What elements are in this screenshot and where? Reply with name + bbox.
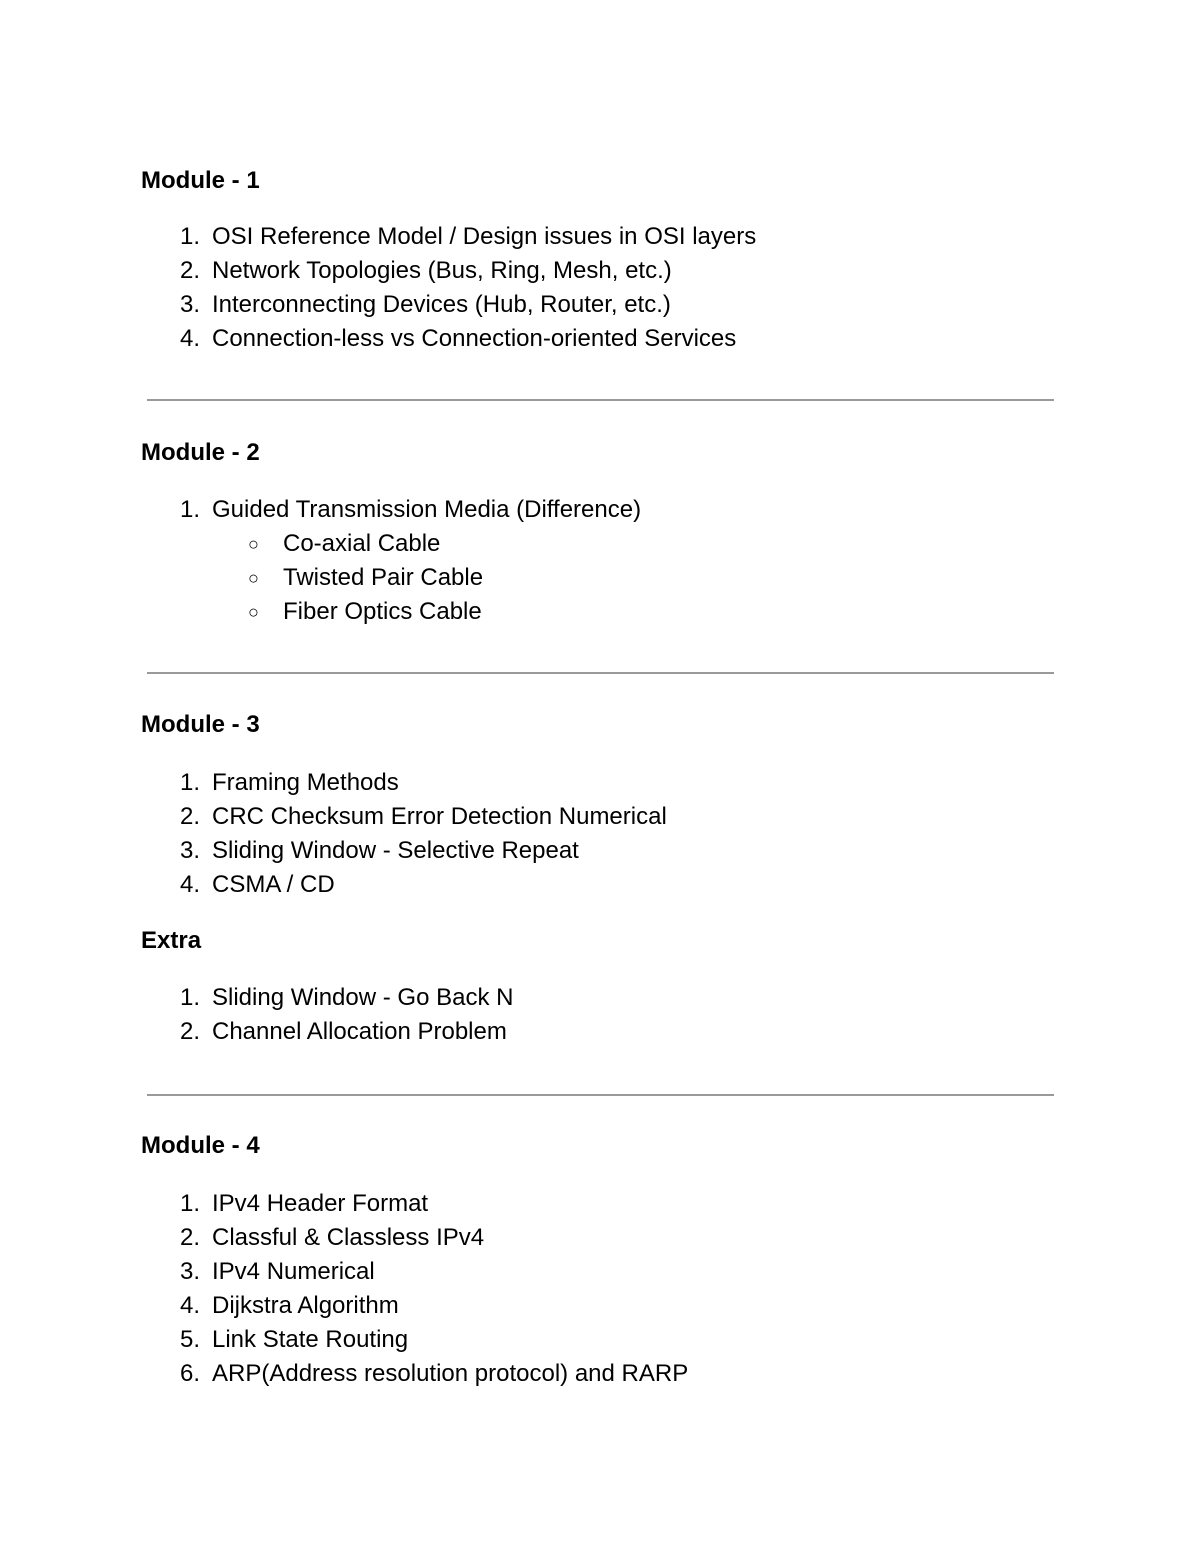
- list-item-number: 4.: [179, 1292, 200, 1319]
- list-item-number: 1.: [179, 769, 200, 796]
- list-item-number: 4.: [179, 325, 200, 352]
- list-item-number: 2.: [179, 257, 200, 284]
- list-item-number: 3.: [179, 837, 200, 864]
- list-item-text: Sliding Window - Selective Repeat: [212, 837, 579, 864]
- list-item-number: 3.: [179, 1258, 200, 1285]
- section-divider: [147, 399, 1054, 401]
- list-item-text: Interconnecting Devices (Hub, Router, etc.): [212, 291, 671, 318]
- list-item-number: 6.: [179, 1360, 200, 1387]
- module-2-heading: Module - 2: [141, 439, 260, 466]
- list-item-text: Guided Transmission Media (Difference): [212, 496, 642, 523]
- list-item-number: 1.: [179, 223, 200, 250]
- list-item-number: 1.: [179, 1190, 200, 1217]
- circle-bullet-icon: ○: [248, 534, 259, 554]
- list-item-text: CRC Checksum Error Detection Numerical: [212, 803, 667, 830]
- list-item-number: 5.: [179, 1326, 200, 1353]
- list-item-text: Dijkstra Algorithm: [212, 1292, 399, 1319]
- extra-heading: Extra: [141, 927, 202, 954]
- list-item-number: 2.: [179, 1224, 200, 1251]
- list-item-text: IPv4 Header Format: [212, 1190, 429, 1217]
- list-item-number: 1.: [179, 984, 200, 1011]
- sub-list-item-text: Fiber Optics Cable: [283, 598, 482, 625]
- list-item-text: CSMA / CD: [212, 871, 335, 898]
- module-4-heading: Module - 4: [141, 1132, 260, 1159]
- list-item-number: 3.: [179, 291, 200, 318]
- section-divider: [147, 672, 1054, 674]
- module-3-heading: Module - 3: [141, 711, 260, 738]
- list-item-text: Classful & Classless IPv4: [212, 1224, 485, 1251]
- list-item-text: OSI Reference Model / Design issues in OSI layers: [212, 223, 757, 250]
- list-item-text: ARP(Address resolution protocol) and RARP: [212, 1360, 689, 1387]
- list-item-number: 2.: [179, 1018, 200, 1045]
- list-item-text: Framing Methods: [212, 769, 399, 796]
- circle-bullet-icon: ○: [248, 602, 259, 622]
- list-item-number: 2.: [179, 803, 200, 830]
- module-1-heading: Module - 1: [141, 167, 260, 194]
- list-item-text: Network Topologies (Bus, Ring, Mesh, etc.): [212, 257, 672, 284]
- section-divider: [147, 1094, 1054, 1096]
- list-item-number: 1.: [179, 496, 200, 523]
- list-item-text: IPv4 Numerical: [212, 1258, 375, 1285]
- list-item-text: Link State Routing: [212, 1326, 409, 1353]
- list-item-text: Connection-less vs Connection-oriented Services: [212, 325, 737, 352]
- list-item-text: Channel Allocation Problem: [212, 1018, 507, 1045]
- circle-bullet-icon: ○: [248, 568, 259, 588]
- list-item-text: Sliding Window - Go Back N: [212, 984, 514, 1011]
- list-item-number: 4.: [179, 871, 200, 898]
- sub-list-item-text: Twisted Pair Cable: [283, 564, 484, 591]
- sub-list-item-text: Co-axial Cable: [283, 530, 441, 557]
